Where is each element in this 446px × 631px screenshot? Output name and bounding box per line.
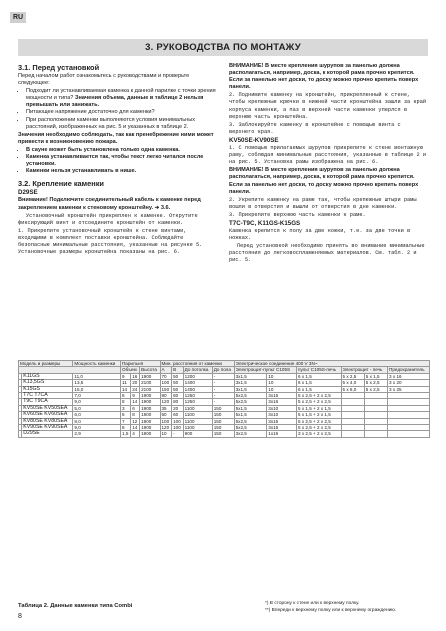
- model-cell: KV60SE KV60SEA: [22, 412, 73, 418]
- table-cell: 13,5: [73, 380, 121, 386]
- header-fuse: Предохранитель: [388, 367, 430, 373]
- table-cell: 1900: [140, 393, 160, 399]
- table-cell: 5 x 2,5 + 2 x 2,5: [296, 399, 341, 405]
- checklist-bold: [18, 147, 218, 175]
- table-cell: 5 x 1,5 + 2 x 1,5: [296, 412, 341, 418]
- table-cell: 1200: [183, 373, 212, 379]
- table-cell: 1800: [140, 431, 160, 437]
- language-badge: RU: [10, 12, 26, 23]
- step-3: 3. Заблокируйте каменку в кронштейне с помощью винта с верхнего края.: [229, 121, 401, 135]
- table-cell: 5: [121, 412, 131, 418]
- d29-paragraph-2: 1. Прикрепите установочный кронштейн к стене винтами, входящими в комплект поставки кронштейна. Соблюдайте безопасные минимальные расстояния, указанные на рисунке 5. Установочные размеры кронштейна показаны на рис. 6.: [18, 227, 203, 256]
- table-cell: 5x2,5: [234, 425, 267, 431]
- kv-step-3: 3. Прикрепите верхнюю часть каменки к раме.: [229, 211, 366, 218]
- table-cell: 15,0: [73, 386, 121, 392]
- table-cell: 9: [131, 393, 140, 399]
- header-cable: Электрощит-пульт C105S: [234, 367, 296, 373]
- model-cell: K11GS: [22, 373, 73, 379]
- d29-warning: Внимание! Подключите соединительный кабель к каменке перед закреплением каменки к стеновому кронштейну. ➔ 3.6.: [18, 197, 201, 211]
- table-cell: 6 x 1,5: [296, 380, 341, 386]
- d29-paragraph-1: Установочный кронштейн прикреплен к каменке. Открутите фиксирующий винт и отсоедините кронштейн от каменки.: [18, 212, 198, 226]
- footnote-2: **) Впереди к верхнему полку или к верхнему ограждению.: [265, 608, 397, 613]
- table-cell: -: [212, 380, 234, 386]
- table-cell: 2100: [140, 386, 160, 392]
- table-cell: 150: [212, 425, 234, 431]
- section-31-title: 3.1. Перед установкой: [18, 63, 100, 72]
- header-volume: Объем: [121, 367, 140, 373]
- warning-1: ВНИМАНИЕ! В месте крепления шурупов за панелью должна располагаться, например, доска, к которой рама прочно крепится. Если за панелью нет доски, то доску можно прочно крепить поверх панели.: [229, 63, 419, 91]
- table-cell: 1900: [140, 412, 160, 418]
- table-cell: 3x10: [267, 412, 297, 418]
- table-cell: [341, 431, 364, 437]
- model-cell: T9C T9CA: [22, 399, 73, 405]
- table-cell: 10: [267, 373, 297, 379]
- table-cell: 4: [131, 431, 140, 437]
- table-cell: 3x16: [267, 418, 297, 424]
- table-cell: 150: [212, 412, 234, 418]
- header-a: А: [160, 367, 172, 373]
- table-cell: 24: [131, 386, 140, 392]
- table-cell: 6 x 1,5: [296, 373, 341, 379]
- table-cell: 3x16: [267, 425, 297, 431]
- table-cell: -: [212, 399, 234, 405]
- table-cell: 8: [121, 425, 131, 431]
- model-cell: K15GS: [22, 386, 73, 392]
- table-cell: 1100: [183, 425, 212, 431]
- table-cell: 100: [172, 418, 184, 424]
- table-cell: 100: [160, 418, 172, 424]
- section-31-intro: Перед началом работ ознакомьтесь с руководствами и проверьте следующее:: [18, 73, 190, 87]
- right-column: [229, 63, 429, 266]
- header-b: В: [172, 367, 184, 373]
- model-cell: KV50SE KV50SEA: [22, 405, 73, 411]
- table-cell: 8: [131, 412, 140, 418]
- model-title-kv: KV50SE-KV90SE: [229, 136, 279, 144]
- table-cell: 3x2,5: [234, 431, 267, 437]
- header-min-distances: Мин. расстояния от каменки: [160, 361, 234, 367]
- table-cell: 1,5: [121, 431, 131, 437]
- table-cell: 150: [212, 405, 234, 411]
- table-cell: 150: [212, 418, 234, 424]
- table-cell: 6: [121, 393, 131, 399]
- table-cell: -: [212, 386, 234, 392]
- footnote-1: *) В сторону к стене или к верхнему полку.: [265, 601, 360, 606]
- table-cell: 1100: [183, 405, 212, 411]
- table-cell: 12: [131, 418, 140, 424]
- table-cell: 10: [267, 380, 297, 386]
- heater-data-table: [18, 360, 430, 438]
- section-32-title: 3.2. Крепление каменки: [18, 179, 104, 189]
- table-cell: -: [212, 393, 234, 399]
- page-number: 8: [18, 613, 22, 620]
- table-cell: 150: [160, 386, 172, 392]
- table-cell: 1400: [183, 380, 212, 386]
- table-cell: 20: [172, 405, 184, 411]
- model-title-d29: D29SE: [18, 189, 38, 197]
- table-cell: 5x2,5: [234, 393, 267, 399]
- table-cell: 5 x 1,5: [364, 373, 387, 379]
- table-cell: 7,0: [73, 393, 121, 399]
- header-ceiling: До потолка: [183, 367, 212, 373]
- table-cell: 6: [131, 405, 140, 411]
- table-cell: 1100: [183, 412, 212, 418]
- t7-paragraph-2: Перед установкой необходимо принять во внимание минимальные расстояния до легковоспламеняемых материалов. См. табл. 2 и рис. 5.: [229, 243, 425, 264]
- list-item: • В сауне может быть установлена только одна каменка.: [26, 147, 218, 154]
- table-cell: 20: [131, 380, 140, 386]
- table-cell: 11: [121, 380, 131, 386]
- table-caption: Таблица 2. Данные каменки типа Combi: [18, 603, 133, 609]
- table-cell: 2100: [140, 380, 160, 386]
- table-cell: 3x1,5: [234, 373, 267, 379]
- table-cell: 1400: [183, 386, 212, 392]
- left-column: [18, 63, 218, 257]
- table-cell: 5x2,5: [234, 418, 267, 424]
- table-cell: 60: [172, 412, 184, 418]
- header-electrical: Электрическое соединение 400 V 3N~: [234, 361, 429, 367]
- header-power: Мощность каменки: [73, 361, 121, 367]
- table-cell: 3 x 20: [388, 380, 430, 386]
- header-cable-2: пульт C105S-печь: [296, 367, 341, 373]
- table-cell: -: [172, 431, 184, 437]
- model-cell: KV90SE KV90SEA: [22, 425, 73, 431]
- table-cell: 5 x 6,0: [341, 386, 364, 392]
- table-cell: 5 x 2,5 + 2 x 2,5: [296, 425, 341, 431]
- table-cell: 5 x 2,5 + 2 x 2,5: [296, 393, 341, 399]
- table-cell: 1900: [140, 425, 160, 431]
- table-cell: 7: [121, 418, 131, 424]
- model-cell: K13,5GS: [22, 380, 73, 386]
- checklist: [18, 88, 218, 131]
- table-cell: 70: [160, 373, 172, 379]
- table-cell: -: [212, 373, 234, 379]
- table-cell: 16: [131, 373, 140, 379]
- warning-2: ВНИМАНИЕ! В месте крепления шурупов за панелью должна располагаться, например, доска, к которой рама прочно крепится. Если за панелью нет доски, то доску можно прочно крепить поверх панели.: [229, 167, 419, 195]
- table-cell: 120: [160, 425, 172, 431]
- table-cell: 10: [160, 431, 172, 437]
- table-cell: 5x1,5: [234, 405, 267, 411]
- table-cell: 3 x 25: [388, 386, 430, 392]
- header-cable-3: Электрощит - печь: [341, 367, 388, 373]
- table-cell: 5 x 4,0: [341, 380, 364, 386]
- table-cell: 6 x 1,5: [296, 386, 341, 392]
- table-cell: 10: [267, 386, 297, 392]
- table-cell: 1900: [140, 399, 160, 405]
- table-cell: 5 x 2,5 + 2 x 2,5: [296, 418, 341, 424]
- list-item: • Подходит ли устанавливаемая каменка к данной парилке с точки зрения мощности и типа? Значения объема, данные в таблице 2 нельзя превышать или занижать.: [26, 88, 218, 109]
- table-cell: 900: [183, 431, 212, 437]
- model-cell: KV80SE KV80SEA: [22, 418, 73, 424]
- table-cell: 120: [160, 399, 172, 405]
- table-cell: 35: [160, 405, 172, 411]
- table-cell: 3: [121, 405, 131, 411]
- table-cell: 2,9: [73, 431, 121, 437]
- table-cell: 100: [160, 380, 172, 386]
- table-cell: 3 x 16: [388, 373, 430, 379]
- list-item: • Каменки нельзя устанавливать в нише.: [26, 168, 218, 175]
- table-cell: 80: [172, 399, 184, 405]
- table-cell: 14: [121, 386, 131, 392]
- table-cell: 3x1,5: [234, 380, 267, 386]
- table-cell: 1900: [140, 418, 160, 424]
- table-cell: 8,0: [73, 418, 121, 424]
- kv-step-1: 1. С помощью прилагаемых шурупов прикрепите к стене монтажную раму, соблюдая минимальные расстояния, указанные в таблице 2 и на рис. 5. Установка рамы изображена на рис. 6.: [229, 145, 427, 166]
- table-cell: 8: [121, 399, 131, 405]
- list-item: • Питающее напряжение достаточно для каменки?: [26, 109, 218, 116]
- step-2: 2. Поднимите каменку на кронштейн, прикрепленный к стене, чтобы крепежные крючки в нижней части кронштейна зашли за край корпуса каменки, а паз в верхней части каменки уперлся в верхнюю часть кронштейна.: [229, 92, 427, 120]
- table-cell: 5,0: [73, 405, 121, 411]
- table-cell: 1250: [183, 393, 212, 399]
- table-cell: 1900: [140, 373, 160, 379]
- table-cell: 6,0: [73, 412, 121, 418]
- table-cell: [388, 431, 430, 437]
- header-model: Модель и размеры: [19, 361, 73, 367]
- list-item: • Каменка устанавливается так, чтобы текст легко читался после установки.: [26, 154, 218, 168]
- table-cell: 14: [131, 425, 140, 431]
- table-cell: 3x16: [267, 393, 297, 399]
- table-cell: 5 x 2,5: [364, 386, 387, 392]
- section-banner: 3. РУКОВОДСТВА ПО МОНТАЖУ: [18, 39, 428, 56]
- table-cell: 11,0: [73, 373, 121, 379]
- table-cell: 3x16: [267, 399, 297, 405]
- table-cell: 1x16: [267, 431, 297, 437]
- model-cell: T7C T7CA: [22, 393, 73, 399]
- model-cell: D29SE: [22, 431, 73, 437]
- table-cell: 9: [121, 373, 131, 379]
- table-cell: 5x2,5: [234, 399, 267, 405]
- table-cell: 5 x 1,5 + 2 x 1,5: [296, 405, 341, 411]
- table-cell: 50: [172, 380, 184, 386]
- table-row: [19, 431, 430, 437]
- table-cell: 50: [172, 386, 184, 392]
- t7-paragraph-1: Каменка крепится к полу за две ножки, т.е. за две точки в ножках.: [229, 228, 411, 242]
- table-cell: 1100: [183, 418, 212, 424]
- warning-text: Значения необходимо соблюдать, так как пренебрежение ними может привести к возникновению пожара.: [18, 131, 214, 145]
- header-room: Парильня: [121, 361, 161, 367]
- table-cell: [364, 431, 387, 437]
- table-cell: 9,0: [73, 425, 121, 431]
- list-item: • При расположении каменки выполняются условия минимальных расстояний, изображенных на рис. 5 и указанных в таблице 2.: [26, 117, 218, 131]
- model-title-t7: T7C-T9C, K11GS-K15GS: [229, 219, 301, 227]
- table-cell: 3x1,5: [234, 386, 267, 392]
- table-cell: 50: [172, 373, 184, 379]
- table-cell: 5x1,5: [234, 412, 267, 418]
- table-cell: 9,0: [73, 399, 121, 405]
- header-floor: До пола: [212, 367, 234, 373]
- table-cell: 14: [131, 399, 140, 405]
- header-height: Высота: [140, 367, 160, 373]
- table-cell: 80: [160, 393, 172, 399]
- table-cell: 150: [212, 431, 234, 437]
- table-cell: 1900: [140, 405, 160, 411]
- table-cell: 5 x 2,5: [364, 380, 387, 386]
- table-cell: 1250: [183, 399, 212, 405]
- kv-step-2: 2. Укрепите каменку на раме так, чтобы крепежные штыри рамы вошли в отверстия и вышли от отверстия в днe каменки.: [229, 196, 417, 210]
- table-cell: 50: [160, 412, 172, 418]
- table-cell: 5 x 2,5: [341, 373, 364, 379]
- table-cell: 60: [172, 393, 184, 399]
- table-cell: 3x10: [267, 405, 297, 411]
- table-cell: 3 x 2,5 + 2 x 2,5: [296, 431, 341, 437]
- table-cell: 100: [172, 425, 184, 431]
